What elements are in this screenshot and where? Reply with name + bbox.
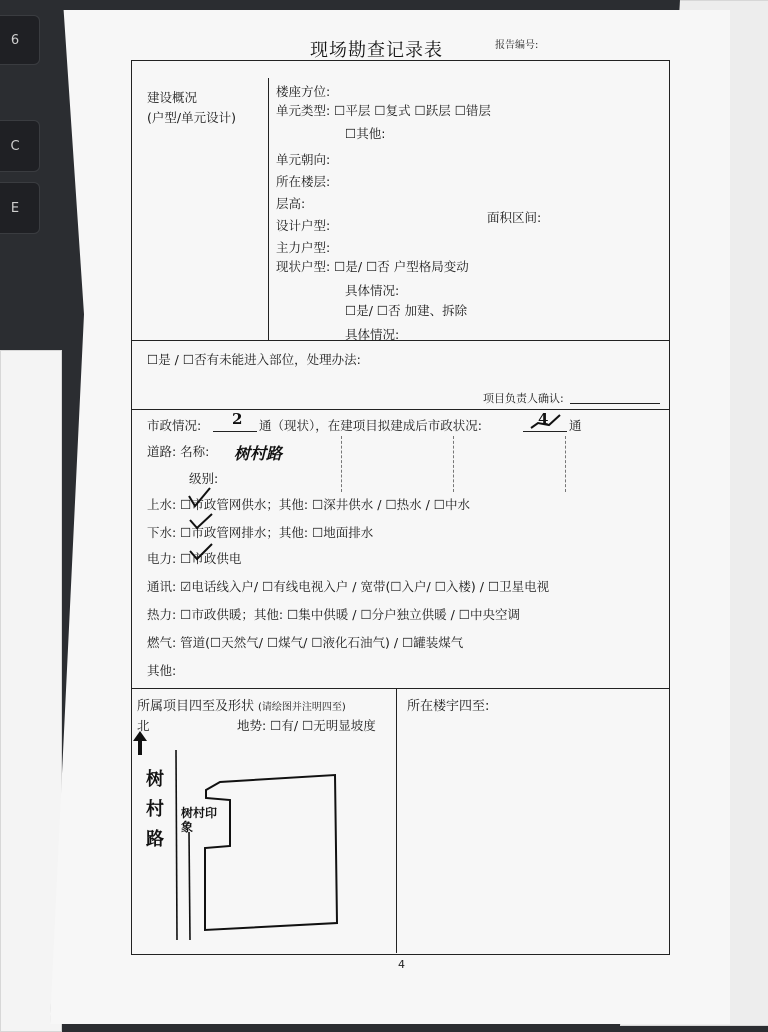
dashed-divider <box>453 436 454 492</box>
heating-row[interactable]: 热力: ☐市政供暖；其他: ☐集中供暖 / ☐分户独立供暖 / ☐中央空调 <box>147 607 521 622</box>
underline <box>213 431 257 432</box>
signature-line <box>570 403 660 404</box>
telecom-row[interactable]: 通讯: ☑电话线入户/ ☐有线电视入户 / 宽带(☐入户/ ☐入楼) / ☐卫星电视 <box>147 579 550 594</box>
field-unit-type[interactable]: 单元类型: ☐平层 ☐复式 ☐跃层 ☐错层 <box>276 103 491 118</box>
field-detail-2: 具体情况: <box>345 327 400 342</box>
road-level-label: 级别: <box>189 471 219 486</box>
divider <box>131 340 669 341</box>
sketch-road-char-1: 树 <box>146 769 164 790</box>
section-heading: 建设概况 <box>147 90 198 105</box>
field-floor: 所在楼层: <box>276 174 331 189</box>
divider <box>268 78 269 340</box>
field-building-direction: 楼座方位: <box>276 84 331 99</box>
divider <box>131 688 669 689</box>
water-supply-row[interactable]: 上水: ☐市政管网供水；其他: ☐深井供水 / ☐热水 / ☐中水 <box>147 497 471 512</box>
project-manager-confirm: 项目负责人确认: <box>483 392 564 405</box>
municipal-end-text: 通 <box>569 418 582 433</box>
keyboard-key-c: C <box>0 120 40 172</box>
document-title: 现场勘查记录表 <box>310 40 443 61</box>
field-addition[interactable]: ☐是/ ☐否 加建、拆除 <box>345 303 468 318</box>
keyboard-key-e: E <box>0 182 40 234</box>
divider <box>131 409 669 410</box>
power-row[interactable]: 电力: ☐市政供电 <box>147 551 242 566</box>
handwritten-current-count: 2 <box>232 410 243 428</box>
sketch-road-char-2: 村 <box>146 799 164 820</box>
drainage-row[interactable]: 下水: ☐市政管网排水；其他: ☐地面排水 <box>147 525 374 540</box>
municipal-label: 市政情况: <box>147 418 202 433</box>
page-number: 4 <box>398 958 405 971</box>
terrain-row[interactable]: 地势: ☐有/ ☐无明显坡度 <box>237 718 376 733</box>
road-name-label: 道路: 名称: <box>147 444 210 459</box>
field-height: 层高: <box>276 196 306 211</box>
field-current-type[interactable]: 现状户型: ☐是/ ☐否 户型格局变动 <box>276 259 469 274</box>
field-area-range: 面积区间: <box>487 210 542 225</box>
keyboard-key-6: 6 <box>0 15 40 65</box>
divider <box>396 688 397 953</box>
dashed-divider <box>341 436 342 492</box>
field-main-type: 主力户型: <box>276 240 331 255</box>
handwritten-road-name: 树村路 <box>234 444 283 463</box>
field-design-type: 设计户型: <box>276 218 331 233</box>
other-row: 其他: <box>147 663 177 678</box>
handwritten-planned-count: 4 <box>538 410 549 428</box>
report-number-label: 报告编号: <box>495 40 539 51</box>
building-surroundings-title: 所在楼宇四至: <box>407 699 490 714</box>
surroundings-title-text: 所属项目四至及形状 <box>137 699 255 714</box>
sketch-road-char-3: 路 <box>146 829 164 850</box>
gas-row[interactable]: 燃气: 管道(☐天然气/ ☐煤气/ ☐液化石油气) / ☐罐装煤气 <box>147 635 464 650</box>
field-unit-orientation: 单元朝向: <box>276 152 331 167</box>
sketch-building-label: 树村印象 <box>181 806 218 834</box>
north-arrow-icon <box>133 731 147 755</box>
underline <box>523 431 567 432</box>
municipal-middle-text: 通（现状），在建项目拟建成后市政状况: <box>259 418 482 433</box>
dashed-divider <box>565 436 566 492</box>
surroundings-title <box>137 695 346 714</box>
surroundings-note: (请绘图并注明四至) <box>258 702 346 713</box>
section-subheading: (户型/单元设计) <box>147 110 236 125</box>
underlying-sheet <box>0 350 62 1032</box>
field-detail-1: 具体情况: <box>345 283 400 298</box>
north-label: 北 <box>137 718 150 733</box>
access-question[interactable]: ☐是 / ☐否有未能进入部位，处理办法: <box>147 352 361 367</box>
field-unit-type-other[interactable]: ☐其他: <box>345 126 386 141</box>
